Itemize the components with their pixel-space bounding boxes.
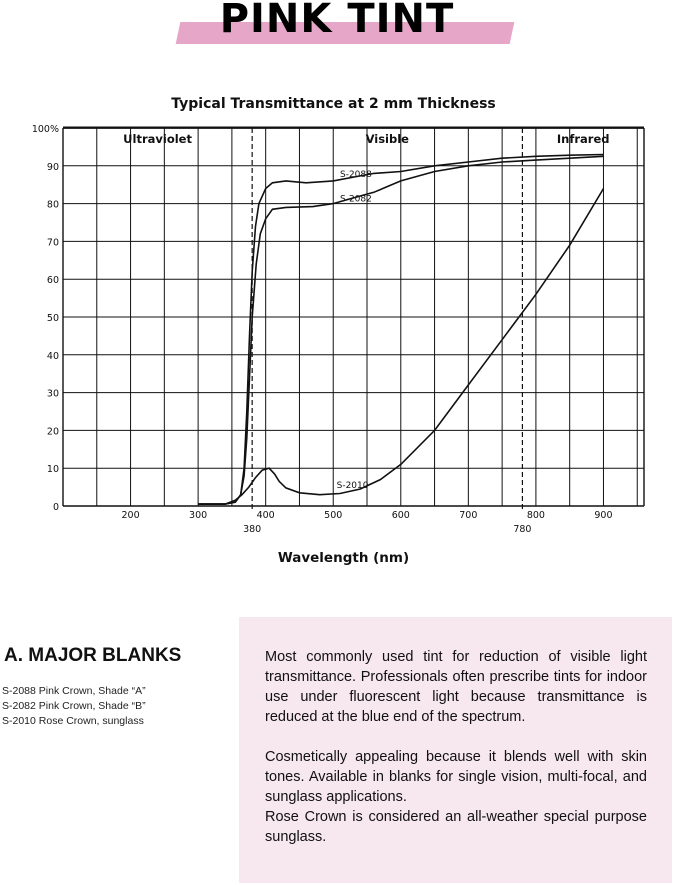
transmittance-chart <box>18 86 668 576</box>
description-paragraph-1: Most commonly used tint for reduction of visible light transmittance. Professionals often prescribe tints for indoor use under fluorescent light because transmittance is reduced at the blue end of the spectrum. <box>265 649 647 725</box>
x-tick-label: 500 <box>324 510 343 521</box>
chart-svg <box>18 86 668 576</box>
blank-item: S-2082 Pink Crown, Shade “B” <box>2 700 146 712</box>
series-label: S-2088 <box>339 170 372 181</box>
description-paragraph-3: Rose Crown is considered an all-weather special purpose sunglass. <box>265 809 647 845</box>
x-tick-label: 900 <box>594 510 613 521</box>
x-tick-label: 800 <box>526 510 545 521</box>
x-axis-label: Wavelength (nm) <box>277 550 410 566</box>
blank-item: S-2010 Rose Crown, sunglass <box>2 715 144 727</box>
description-paragraph-2: Cosmetically appealing because it blends well with skin tones. Available in blanks for single vision, multi-focal, and sunglass applications. <box>265 749 647 805</box>
series-label: S-2082 <box>339 194 372 205</box>
y-tick-label: 10 <box>46 464 59 476</box>
region-label: Visible <box>365 132 409 146</box>
x-tick-label: 200 <box>121 510 140 521</box>
page-title: PINK TINT <box>219 0 455 42</box>
y-tick-label: 70 <box>46 237 59 249</box>
x-tick-label: 700 <box>459 510 478 521</box>
y-tick-label: 20 <box>46 426 59 438</box>
y-tick-label: 90 <box>46 161 59 173</box>
region-label: Ultraviolet <box>123 132 192 146</box>
section-heading: A. MAJOR BLANKS <box>4 645 182 666</box>
chart-title: Typical Transmittance at 2 mm Thickness <box>171 96 496 112</box>
y-tick-label: 30 <box>46 388 59 400</box>
x-tick-label: 300 <box>189 510 208 521</box>
region-label: Infrared <box>556 132 610 146</box>
boundary-label: 780 <box>513 524 532 535</box>
y-tick-label: 40 <box>46 350 59 362</box>
y-tick-label: 0 <box>52 502 59 513</box>
blanks-list <box>2 684 146 729</box>
y-tick-label: 60 <box>46 275 59 287</box>
description-panel <box>239 617 672 883</box>
x-tick-label: 600 <box>391 510 410 521</box>
y-tick-label: 80 <box>46 199 59 211</box>
series-label: S-2010 <box>336 480 369 491</box>
boundary-label: 380 <box>243 524 262 535</box>
y-tick-label: 100% <box>31 124 59 135</box>
blank-item: S-2088 Pink Crown, Shade “A” <box>2 685 146 697</box>
x-tick-label: 400 <box>256 510 275 521</box>
y-tick-label: 50 <box>46 313 59 324</box>
